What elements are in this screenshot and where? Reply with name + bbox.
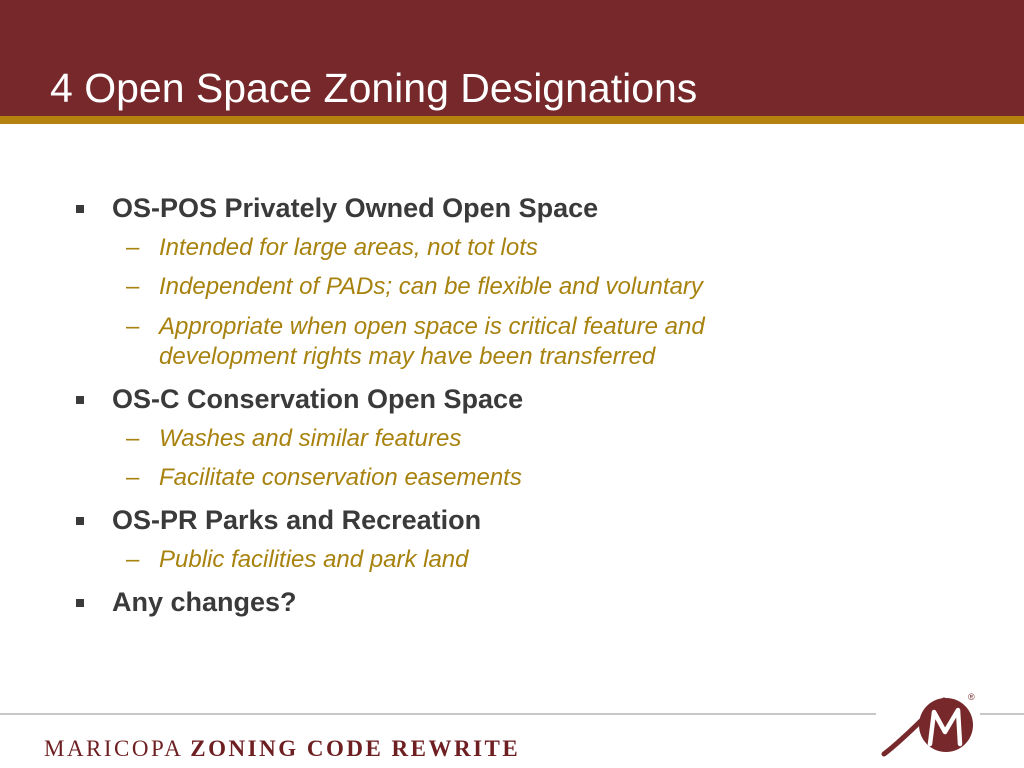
- sub-bullet: Intended for large areas, not tot lots: [159, 234, 538, 261]
- header-accent-stripe: [0, 116, 1024, 124]
- dash-icon: –: [126, 546, 140, 573]
- sub-bullet: Public facilities and park land: [159, 546, 469, 573]
- dash-icon: –: [126, 425, 140, 452]
- footer-divider: [980, 713, 1024, 715]
- bullet-heading: Any changes?: [112, 587, 297, 617]
- brand-project: ZONING CODE REWRITE: [190, 736, 521, 761]
- bullet-heading: OS-POS Privately Owned Open Space: [112, 193, 599, 223]
- slide-title: 4 Open Space Zoning Designations: [50, 65, 698, 111]
- sub-bullet: Facilitate conservation easements: [159, 464, 522, 491]
- footer-divider: [0, 713, 876, 715]
- dash-icon: –: [126, 464, 140, 491]
- square-bullet-icon: [76, 396, 84, 404]
- square-bullet-icon: [76, 599, 84, 607]
- maricopa-logo-icon: [878, 688, 978, 760]
- dash-icon: –: [126, 313, 140, 340]
- dash-icon: –: [126, 273, 140, 300]
- registered-mark: ®: [968, 692, 975, 702]
- sub-bullet: Appropriate when open space is critical feature and development rights may have been transferred: [159, 313, 705, 370]
- bullet-heading: OS-C Conservation Open Space: [112, 384, 524, 414]
- brand-name: MARICOPA: [44, 736, 183, 761]
- sub-bullet: Independent of PADs; can be flexible and voluntary: [159, 273, 703, 300]
- bullet-heading: OS-PR Parks and Recreation: [112, 505, 482, 535]
- square-bullet-icon: [76, 205, 84, 213]
- sub-bullet: Washes and similar features: [159, 425, 462, 452]
- footer-brand: [44, 735, 520, 763]
- square-bullet-icon: [76, 517, 84, 525]
- dash-icon: –: [126, 234, 140, 261]
